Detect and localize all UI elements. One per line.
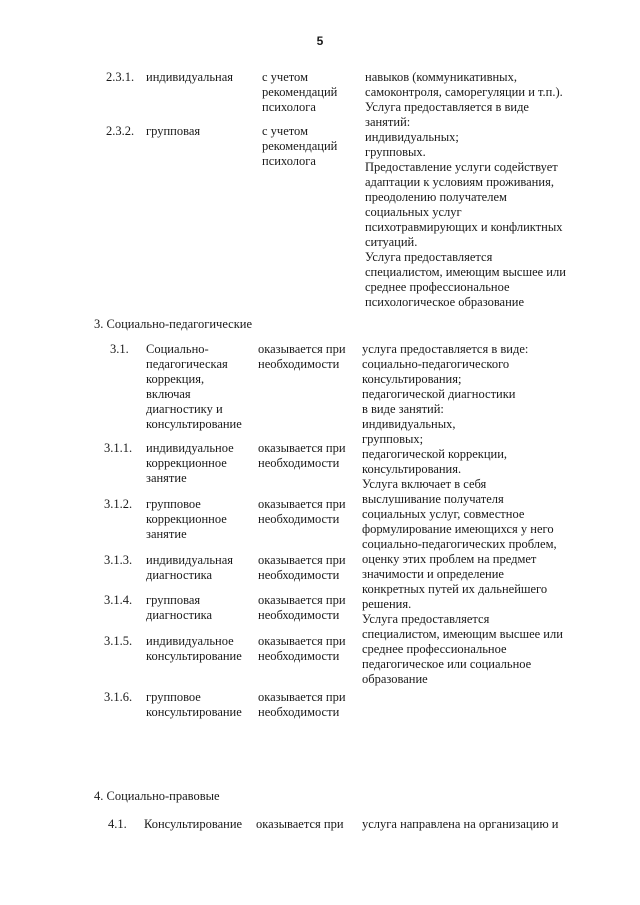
service-term: оказывается при необходимости <box>258 497 346 526</box>
service-term: оказывается при необходимости <box>258 593 346 622</box>
service-name: групповая диагностика <box>146 593 213 622</box>
row-number: 3.1.4. <box>104 593 133 607</box>
service-name: Консультирование <box>144 817 243 831</box>
service-term: оказывается при необходимости <box>258 553 346 582</box>
page-number: 5 <box>316 34 324 48</box>
service-term: с учетом рекомендаций психолога <box>262 124 338 168</box>
service-name: групповая <box>146 124 201 138</box>
service-term: оказывается при <box>256 817 344 831</box>
service-term: оказывается при необходимости <box>258 342 346 371</box>
row-number: 3.1.6. <box>104 690 133 704</box>
service-term: оказывается при необходимости <box>258 634 346 663</box>
row-number: 2.3.1. <box>106 70 135 84</box>
service-name: групповое консультирование <box>146 690 242 719</box>
service-description: навыков (коммуникативных, самоконтроля, саморегуляции и т.п.). Услуга предоставляется в виде занятий: индивидуальных; групповых. Предоставление услуги содействует адаптации к условиям проживания, преодолению получателем социальных услуг психотравмирующих и конфликтных ситуаций. Услуга предоставляется специалистом, имеющим высшее или среднее профессиональное психологическое образование <box>365 70 566 309</box>
row-number: 3.1.3. <box>104 553 133 567</box>
row-number: 4.1. <box>108 817 127 831</box>
service-term: оказывается при необходимости <box>258 690 346 719</box>
service-name: индивидуальное консультирование <box>146 634 242 663</box>
service-name: индивидуальная диагностика <box>146 553 234 582</box>
service-term: оказывается при необходимости <box>258 441 346 470</box>
row-number: 3.1.1. <box>104 441 133 455</box>
service-name: индивидуальная <box>146 70 234 84</box>
row-number: 2.3.2. <box>106 124 135 138</box>
service-name: индивидуальное коррекционное занятие <box>146 441 234 485</box>
service-name: групповое коррекционное занятие <box>146 497 227 541</box>
section-title: 4. Социально-правовые <box>94 789 220 803</box>
service-description: услуга предоставляется в виде: социально-педагогического консультирования; педагогической диагностики в виде занятий: индивидуальных, групповых; педагогической коррекции, консультирования. Услуга включает в себя выслушивание получателя социальных услуг, совместное формулирование имеющихся у него социально-педагогических проблем, оценку этих проблем на предмет значимости и определение конкретных путей их дальнейшего решения. Услуга предоставляется специалистом, имеющим высшее или среднее профессиональное педагогическое или социальное образование <box>362 342 563 686</box>
section-title: 3. Социально-педагогические <box>94 317 253 331</box>
row-number: 3.1.5. <box>104 634 133 648</box>
row-number: 3.1. <box>110 342 129 356</box>
service-term: с учетом рекомендаций психолога <box>262 70 338 114</box>
row-number: 3.1.2. <box>104 497 133 511</box>
service-name: Социально- педагогическая коррекция, включая диагностику и консультирование <box>146 342 242 431</box>
service-description: услуга направлена на организацию и <box>362 817 559 831</box>
